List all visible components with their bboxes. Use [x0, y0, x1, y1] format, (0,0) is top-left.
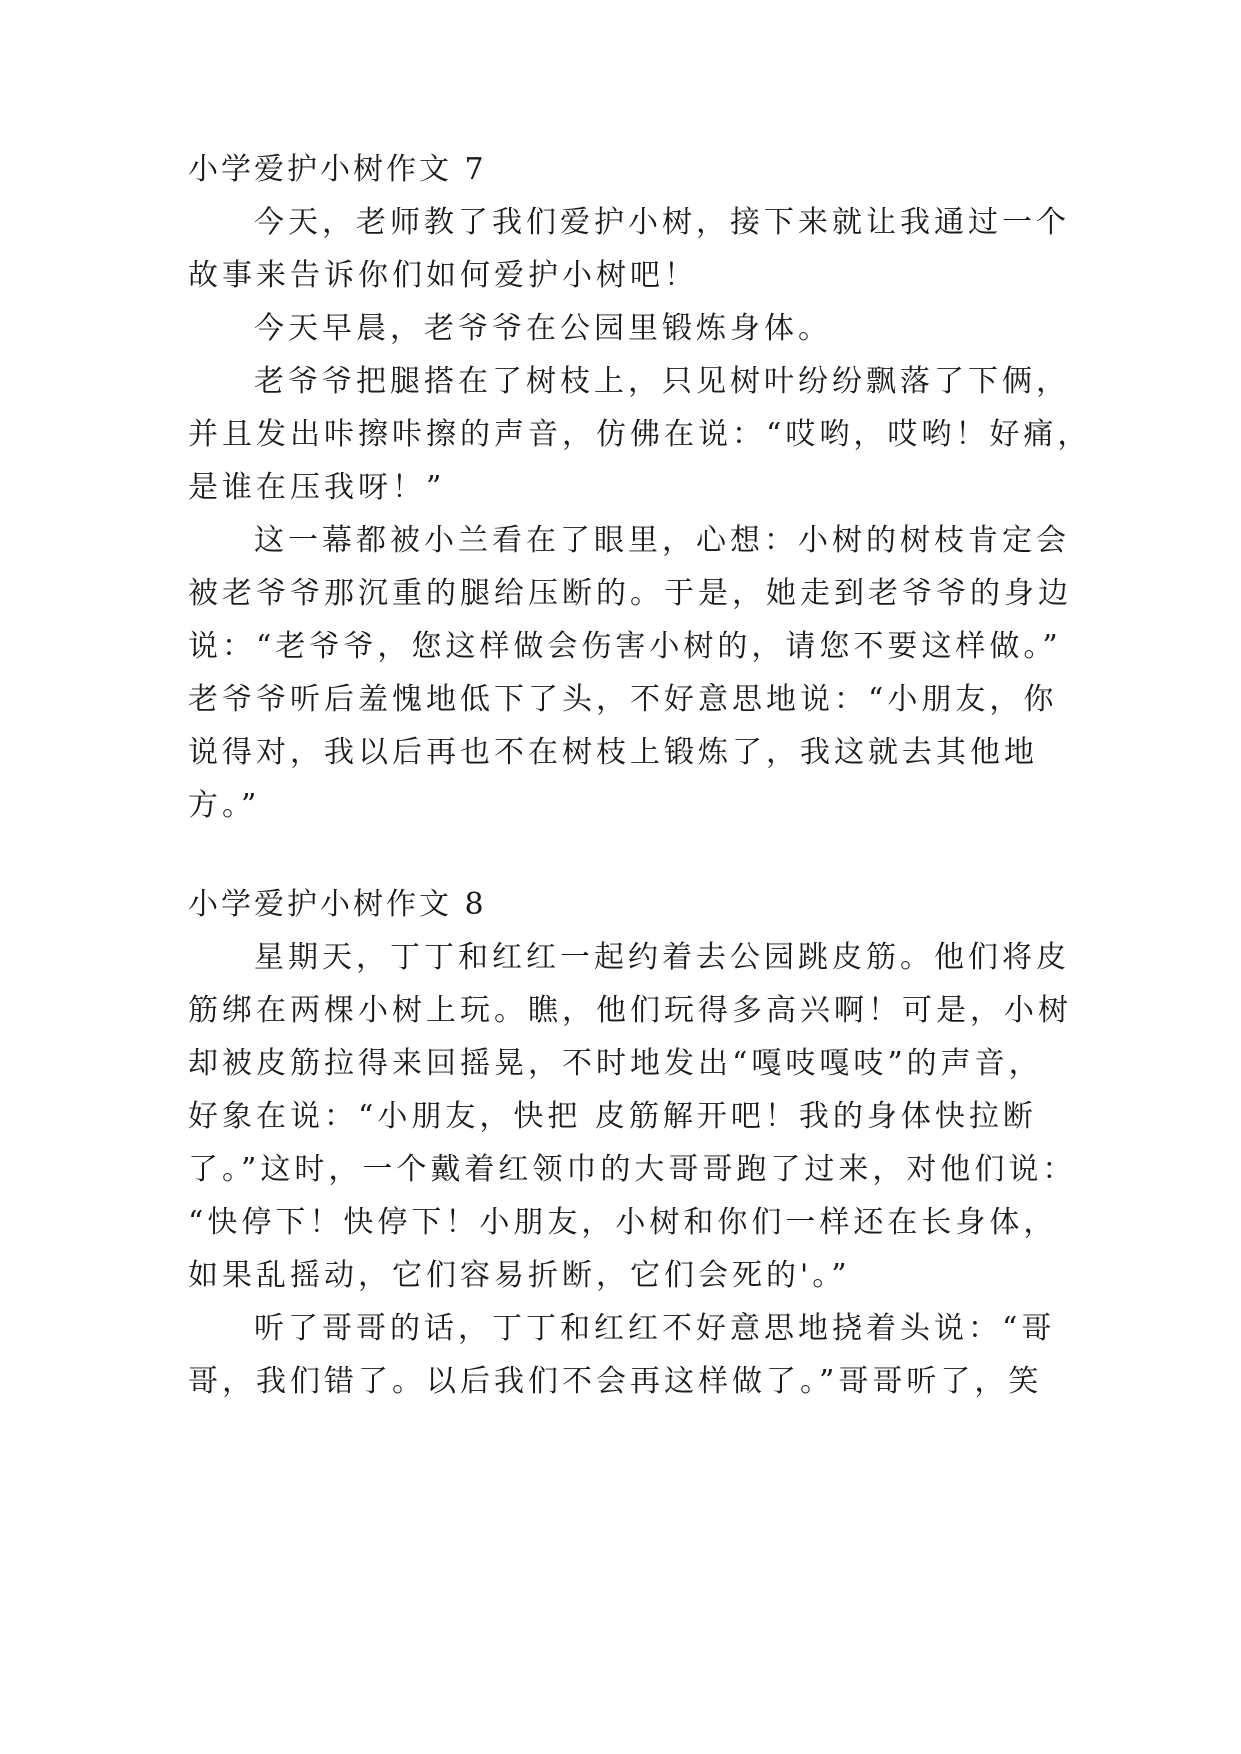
paragraph-line: 今天，老师教了我们爱护小树，接下来就让我通过一个	[254, 205, 1070, 240]
paragraph-line: 了。”这时，一个戴着红领巾的大哥哥跑了过来，对他们说：	[188, 1152, 1077, 1187]
paragraph-line: 这一幕都被小兰看在了眼里，心想：小树的树枝肯定会	[254, 523, 1070, 558]
paragraph-line: 说得对，我以后再也不在树枝上锻炼了，我这就去其他地	[188, 735, 1038, 770]
paragraph-line: 方。”	[188, 788, 261, 823]
section-7-title: 小学爱护小树作文 7	[188, 152, 487, 187]
paragraph-line: 故事来告诉你们如何爱护小树吧！	[188, 258, 698, 293]
paragraph-line: 好象在说：“小朋友，快把 皮筋解开吧！我的身体快拉断	[188, 1099, 1037, 1134]
paragraph-line: 并且发出咔擦咔擦的声音，仿佛在说：“哎哟，哎哟！好痛，	[188, 417, 1092, 452]
paragraph-line: 如果乱摇动，它们容易折断，它们会死的'。”	[188, 1258, 851, 1293]
paragraph-line: 老爷爷听后羞愧地低下了头，不好意思地说：“小朋友，你	[188, 682, 1058, 717]
paragraph-line: 筋绑在两棵小树上玩。瞧，他们玩得多高兴啊！可是，小树	[188, 993, 1072, 1028]
paragraph-line: 被老爷爷那沉重的腿给压断的。于是，她走到老爷爷的身边	[188, 576, 1072, 611]
paragraph-line: “快停下！快停下！小朋友，小树和你们一样还在长身体，	[188, 1205, 1058, 1240]
section-8-title: 小学爱护小树作文 8	[188, 887, 487, 922]
paragraph-line: 说：“老爷爷，您这样做会伤害小树的，请您不要这样做。”	[188, 629, 1062, 664]
paragraph-line: 却被皮筋拉得来回摇晃，不时地发出“嘎吱嘎吱”的声音，	[188, 1046, 1043, 1081]
paragraph-line: 今天早晨，老爷爷在公园里锻炼身体。	[254, 311, 832, 346]
paragraph-line: 星期天，丁丁和红红一起约着去公园跳皮筋。他们将皮	[254, 940, 1070, 975]
paragraph-line: 哥，我们错了。以后我们不会再这样做了。”哥哥听了，笑	[188, 1364, 1043, 1399]
paragraph-line: 老爷爷把腿搭在了树枝上，只见树叶纷纷飘落了下俩，	[254, 364, 1070, 399]
paragraph-line: 是谁在压我呀！”	[188, 470, 446, 505]
paragraph-line: 听了哥哥的话，丁丁和红红不好意思地挠着头说：“哥	[254, 1311, 1056, 1346]
